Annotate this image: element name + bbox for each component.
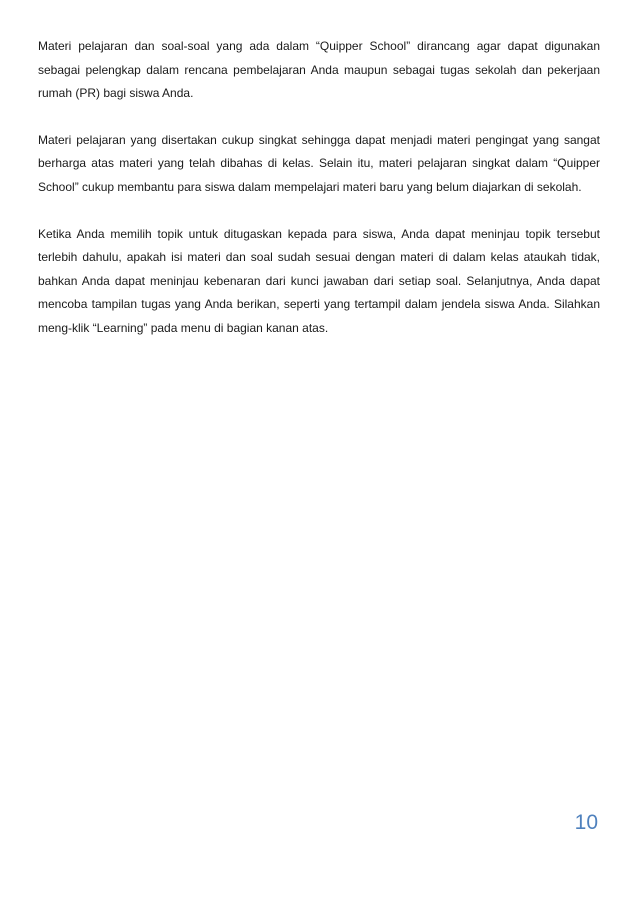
paragraph-3: Ketika Anda memilih topik untuk ditugaskan kepada para siswa, Anda dapat meninjau topik tersebut terlebih dahulu, apakah isi materi dan soal sudah sesuai dengan materi di dalam kelas ataukah tidak, bahkan Anda dapat meninjau kebenaran dari kunci jawaban dari setiap soal. Selanjutnya, Anda dapat mencoba tampilan tugas yang Anda berikan, seperti yang tertampil dalam jendela siswa Anda. Silahkan meng-klik “Learning” pada menu di bagian kanan atas. bbox=[38, 226, 600, 335]
document-body bbox=[38, 35, 600, 364]
page-number: 10 bbox=[574, 811, 598, 834]
paragraph-1: Materi pelajaran dan soal-soal yang ada dalam “Quipper School” dirancang agar dapat digunakan sebagai pelengkap dalam rencana pembelajaran Anda maupun sebagai tugas sekolah dan pekerjaan rumah (PR) bagi siswa Anda. bbox=[38, 39, 600, 101]
paragraph-2: Materi pelajaran yang disertakan cukup singkat sehingga dapat menjadi materi pengingat yang sangat berharga atas materi yang telah dibahas di kelas. Selain itu, materi pelajaran singkat dalam “Quipper School” cukup membantu para siswa dalam mempelajari materi baru yang belum diajarkan di sekolah. bbox=[38, 132, 600, 194]
